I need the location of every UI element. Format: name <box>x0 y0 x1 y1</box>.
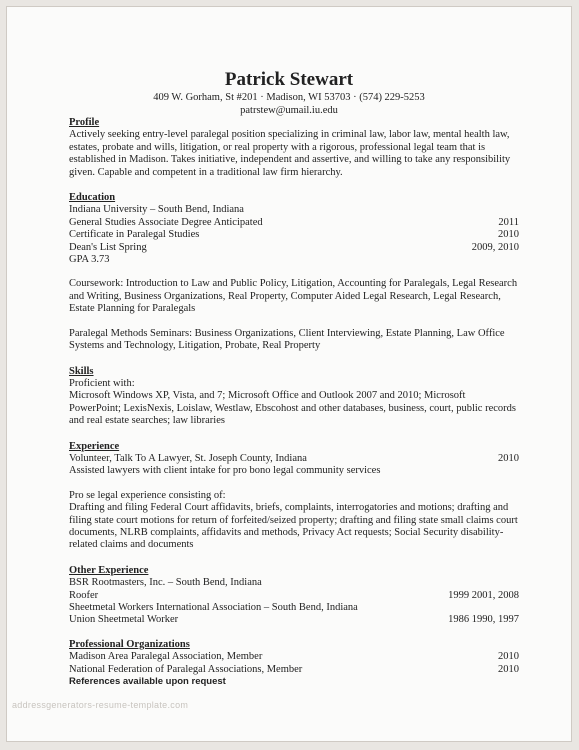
other-experience-row <box>69 590 519 602</box>
organization-row <box>69 664 519 676</box>
education-gpa: GPA 3.73 <box>69 254 110 266</box>
education-row-year: 2010 <box>498 229 519 241</box>
organization-year: 2010 <box>498 663 519 675</box>
skills-text: Microsoft Windows XP, Vista, and 7; Microsoft Office and Outlook 2007 and 2010; Microsoft PowerPoint; LexisNexis, Loislaw, Westlaw, Ebscohost and other databases, business, court, public records and real estate searches; law libraries <box>69 390 516 427</box>
other-experience-year: 1986 1990, 1997 <box>448 614 519 626</box>
references-note: References available upon request <box>69 676 226 688</box>
candidate-name: Patrick Stewart <box>224 69 354 90</box>
other-experience-label: Sheetmetal Workers International Association – South Bend, Indiana <box>69 602 358 613</box>
experience-prose-text: Drafting and filing Federal Court affidavits, briefs, complaints, interrogatories and motions; drafting and filing state court motions for return of forfeited/seized property; drafting and filing state small claims court documents, NLRB complaints, affidavits and methods, Privacy Act requests; Social Security disability-related claims and documents <box>69 502 518 551</box>
education-row <box>69 242 519 254</box>
other-experience-label: BSR Rootmasters, Inc. – South Bend, Indiana <box>69 577 262 589</box>
organization-year: 2010 <box>498 651 519 663</box>
other-experience-year: 1999 2001, 2008 <box>448 589 519 601</box>
education-school: Indiana University – South Bend, Indiana <box>69 204 244 216</box>
organization-label: Madison Area Paralegal Association, Member <box>69 651 263 663</box>
organization-row <box>69 651 519 663</box>
experience-heading: Experience <box>69 440 120 452</box>
education-section <box>69 192 519 352</box>
other-experience-row <box>69 614 519 626</box>
education-row <box>69 229 519 241</box>
profile-text: Actively seeking entry-level paralegal position specializing in criminal law, labor law, mental health law, estates, probate and wills, litigation, or real property with a rigorous, professional legal team that is established in Madison. Takes initiative, independent and assertive, and willing to take any responsibility given. Capable and competent in a traditional law firm hierarchy. <box>69 129 511 178</box>
other-experience-label: Roofer <box>69 589 99 601</box>
education-row-label: Certificate in Paralegal Studies <box>69 229 200 241</box>
education-heading: Education <box>69 192 116 204</box>
experience-section <box>69 441 519 552</box>
contact-address: 409 W. Gorham, St #201 · Madison, WI 53703 · (574) 229-5253 <box>153 92 425 103</box>
other-experience-row <box>69 602 519 614</box>
experience-desc: Assisted lawyers with client intake for pro bono legal community services <box>69 465 381 477</box>
contact-email: patrstew@umail.iu.edu <box>240 105 338 116</box>
experience-row <box>69 453 519 465</box>
profile-section <box>69 117 519 179</box>
organizations-heading: Professional Organizations <box>69 638 190 650</box>
other-experience-row <box>69 577 519 589</box>
resume-header <box>7 69 571 117</box>
education-seminars: Paralegal Methods Seminars: Business Organizations, Client Interviewing, Estate Planning, Law Office Systems and Technology, Litigation, Probate, Real Property <box>69 327 505 352</box>
profile-heading: Profile <box>69 117 100 128</box>
resume-page <box>6 6 572 742</box>
watermark-text: addressgenerators-resume-template.com <box>12 700 189 710</box>
skills-heading: Skills <box>69 365 94 377</box>
education-row <box>69 217 519 229</box>
organization-label: National Federation of Paralegal Associations, Member <box>69 663 303 675</box>
other-experience-heading: Other Experience <box>69 564 149 576</box>
experience-prose-intro: Pro se legal experience consisting of: <box>69 489 226 501</box>
skills-section <box>69 366 519 428</box>
experience-role: Volunteer, Talk To A Lawyer, St. Joseph County, Indiana <box>69 452 307 464</box>
education-coursework: Coursework: Introduction to Law and Public Policy, Litigation, Accounting for Paralegals, Legal Research and Writing, Business Organizations, Real Property, Computer Aided Legal Research, Legal Research, Estate Planning for Paralegals <box>69 278 518 315</box>
education-row-label: General Studies Associate Degree Anticipated <box>69 216 263 228</box>
education-row-year: 2009, 2010 <box>471 241 519 253</box>
resume-body <box>69 117 519 688</box>
experience-year: 2010 <box>498 452 519 464</box>
education-row-year: 2011 <box>498 216 519 228</box>
organizations-section <box>69 639 519 688</box>
other-experience-section <box>69 565 519 627</box>
skills-intro: Proficient with: <box>69 377 135 389</box>
education-row-label: Dean's List Spring <box>69 241 147 253</box>
other-experience-label: Union Sheetmetal Worker <box>69 614 179 626</box>
